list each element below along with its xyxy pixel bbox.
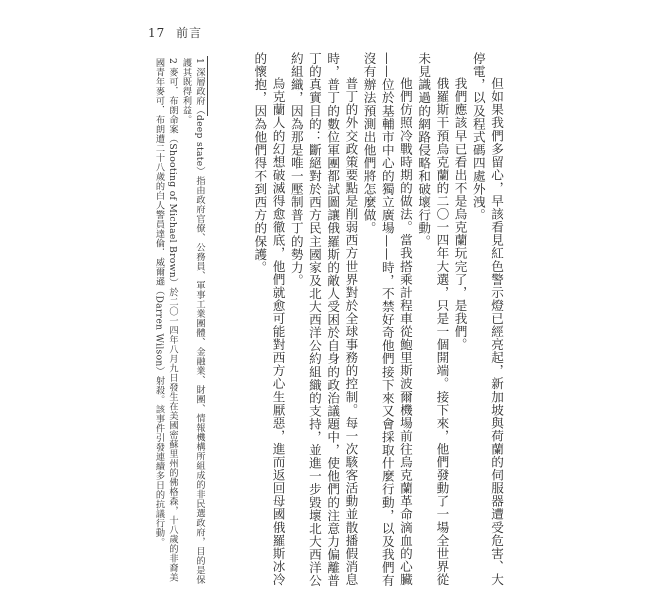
paragraph: 普丁的外交政策要點是削弱西方世界對於全球事務的控制。每一次駭客活動並散播假消息時，普丁的數位軍團都試圖讓俄羅斯的敵人受困於自身的政治議題中，使他們的注意力偏離普丁的真實目的：斷絕對於西方民主國家及北大西洋公約組織的支持，並進一步毀壞北大西洋公約組織，因為那是唯一壓制普丁的勢力。 — [288, 52, 359, 588]
footnotes — [150, 58, 206, 588]
main-body-text — [215, 52, 505, 592]
footnote — [152, 58, 179, 588]
page-number: 17 — [148, 26, 166, 40]
footnote-divider — [207, 56, 208, 116]
paragraph: 烏克蘭人的幻想破滅得愈徹底，他們就愈可能對西方心生厭惡，進而返回母國俄羅斯冰冷的懷抱，因為他們得不到西方的保護。 — [252, 52, 286, 587]
footnote-text: 深層政府（deep state）指由政府官僚、公務員、軍事工業團體、金融業、財團、情報機構所組成的非民選政府，目的是保護其既得利益。 — [180, 58, 205, 585]
paragraph: 俄羅斯干預烏克蘭的二〇一四年大選，只是一個開端。接下來，他們發動了一場全世界從未見識過的網路侵略和破壞行動。 — [416, 52, 450, 587]
footnote-number: 2 — [167, 58, 178, 65]
paragraph: 但如果我們多留心，早該看見紅色警示燈已經亮起，新加坡與荷蘭的伺服器遭受危害、大停電，以及程式碼四處外洩。 — [470, 52, 504, 587]
section-title: 前言 — [176, 26, 203, 40]
footnote — [179, 58, 206, 588]
paragraph: 我們應該早已看出不是烏克蘭玩完了，是我們。 — [452, 77, 468, 352]
footnote-number: 1 — [194, 58, 205, 65]
footnote-text: 麥可．布朗命案（Shooting of Michael Brown）於二〇一四年八月九日發生在美國密蘇里州的佛格森，十八歲的非裔美國青年麥可．布朗遭二十八歲的白人警員達倫．威爾遜（Darren Wilson）射殺。該事件引發連續多日的抗議行動。 — [153, 58, 178, 583]
paragraph: 他們仿照冷戰時期的做法。當我搭乘計程車從鮑里斯波爾機場前往烏克蘭革命滴血的心臟——位於基輔市中心的獨立廣場——時，不禁好奇他們接下來又會採取什麼行動，以及我們有沒有辦法預測出他們將怎麼做。 — [361, 52, 413, 588]
page-header — [148, 24, 202, 41]
